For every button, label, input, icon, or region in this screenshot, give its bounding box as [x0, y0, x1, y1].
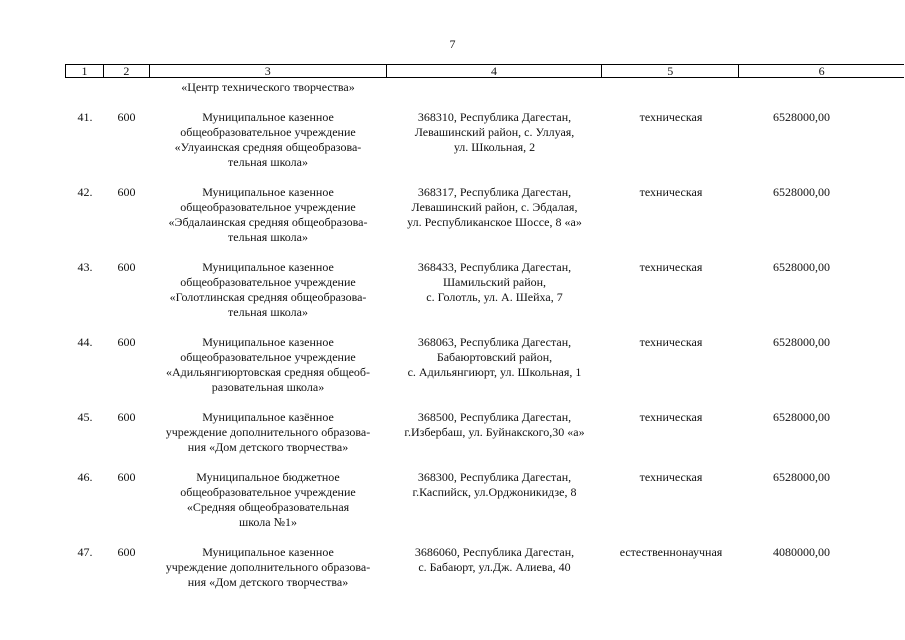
- direction: техническая: [639, 335, 703, 349]
- direction: техническая: [639, 260, 703, 274]
- institution-address-line: ул. Школьная, 2: [453, 140, 536, 154]
- institution-address: [387, 410, 602, 440]
- institution-name: [150, 410, 386, 455]
- row-number: 44.: [77, 335, 93, 349]
- institution-name-line: Муниципальное казенное: [202, 545, 334, 559]
- institution-name-line: Муниципальное казённое: [202, 410, 334, 424]
- direction: техническая: [639, 185, 703, 199]
- institution-name-line: Муниципальное бюджетное: [196, 470, 340, 484]
- page-number: 7: [449, 37, 456, 51]
- institution-name-line: тельная школа»: [228, 155, 308, 169]
- row-code: 600: [117, 110, 136, 124]
- institution-address-line: с. Адильянгиюрт, ул. Школьная, 1: [407, 365, 582, 379]
- row-code: 600: [117, 335, 136, 349]
- institution-address: [387, 260, 602, 305]
- row-code: 600: [117, 260, 136, 274]
- institution-name-line: общеобразовательное учреждение: [180, 200, 356, 214]
- institution-name-line: Муниципальное казенное: [202, 260, 334, 274]
- institution-address-line: 368300, Республика Дагестан,: [417, 470, 572, 484]
- institution-name-line: школа №1»: [238, 515, 298, 529]
- institution-name-line: учреждение дополнительного образова-: [165, 425, 371, 439]
- institution-name-line: «Голотлинская средняя общеобразова-: [169, 290, 367, 304]
- institution-name-line: «Эбдалаинская средняя общеобразова-: [168, 215, 368, 229]
- institution-name: [150, 110, 386, 170]
- institution-address-line: Шамильский район,: [442, 275, 547, 289]
- continuation-line: «Центр технического творчества»: [181, 80, 355, 94]
- direction: техническая: [639, 110, 703, 124]
- institution-address: [387, 545, 602, 575]
- institution-address-line: Левашинский район, с. Эбдалая,: [411, 200, 578, 214]
- amount: 6528000,00: [773, 470, 830, 484]
- institution-address-line: 368433, Республика Дагестан,: [417, 260, 572, 274]
- header-col-1: 1: [66, 65, 104, 77]
- institution-name-line: ния «Дом детского творчества»: [187, 440, 349, 454]
- institution-name-line: общеобразовательное учреждение: [180, 275, 356, 289]
- institution-name-line: тельная школа»: [228, 230, 308, 244]
- direction: техническая: [639, 470, 703, 484]
- institution-name-line: Муниципальное казенное: [202, 335, 334, 349]
- institution-address-line: с. Бабаюрт, ул.Дж. Алиева, 40: [418, 560, 571, 574]
- institution-name: [150, 335, 386, 395]
- institution-name: [150, 545, 386, 590]
- amount: 6528000,00: [773, 410, 830, 424]
- institution-name-line: общеобразовательное учреждение: [180, 485, 356, 499]
- institution-address-line: г.Каспийск, ул.Орджоникидзе, 8: [412, 485, 577, 499]
- institution-address-line: 368500, Республика Дагестан,: [417, 410, 572, 424]
- institution-name-line: Муниципальное казенное: [202, 110, 334, 124]
- amount: 6528000,00: [773, 335, 830, 349]
- institution-address-line: Бабаюртовский район,: [436, 350, 553, 364]
- header-col-3: 3: [150, 65, 387, 77]
- institution-address-line: 368317, Республика Дагестан,: [417, 185, 572, 199]
- institution-name-line: общеобразовательное учреждение: [180, 350, 356, 364]
- institution-name: [150, 470, 386, 530]
- institution-address-line: 368063, Республика Дагестан,: [417, 335, 572, 349]
- institution-name-line: «Улуаинская средняя общеобразова-: [174, 140, 362, 154]
- table-header: [65, 64, 904, 78]
- institution-address-line: 368310, Республика Дагестан,: [417, 110, 572, 124]
- row-number: 47.: [77, 545, 93, 559]
- header-col-2: 2: [104, 65, 150, 77]
- institution-address: [387, 470, 602, 500]
- row-number: 45.: [77, 410, 93, 424]
- amount: 6528000,00: [773, 260, 830, 274]
- row-code: 600: [117, 470, 136, 484]
- amount: 6528000,00: [773, 110, 830, 124]
- institution-address-line: г.Избербаш, ул. Буйнакского,30 «а»: [404, 425, 585, 439]
- institution-name-line: учреждение дополнительного образова-: [165, 560, 371, 574]
- institution-address-line: ул. Республиканское Шоссе, 8 «а»: [407, 215, 582, 229]
- amount: 6528000,00: [773, 185, 830, 199]
- row-number: 41.: [77, 110, 93, 124]
- institution-address: [387, 335, 602, 380]
- row-code: 600: [117, 410, 136, 424]
- institution-name: [150, 185, 386, 245]
- row-number: 46.: [77, 470, 93, 484]
- institution-name-line: разовательная школа»: [211, 380, 325, 394]
- row-code: 600: [117, 185, 136, 199]
- institution-address-line: 3686060, Республика Дагестан,: [414, 545, 575, 559]
- institution-address-line: Левашинский район, с. Уллуая,: [414, 125, 575, 139]
- header-col-4: 4: [387, 65, 603, 77]
- row-number: 43.: [77, 260, 93, 274]
- amount: 4080000,00: [773, 545, 830, 559]
- institution-address: [387, 185, 602, 230]
- institution-address: [387, 110, 602, 155]
- institution-name: [150, 260, 386, 320]
- institution-name-line: ния «Дом детского творчества»: [187, 575, 349, 589]
- institution-name-line: Муниципальное казенное: [202, 185, 334, 199]
- header-col-5: 5: [602, 65, 739, 77]
- direction: естественнонаучная: [619, 545, 723, 559]
- institution-name-line: общеобразовательное учреждение: [180, 125, 356, 139]
- row-number: 42.: [77, 185, 93, 199]
- institution-name-line: «Адильянгиюртовская средняя общеоб-: [165, 365, 371, 379]
- institution-name-line: тельная школа»: [228, 305, 308, 319]
- header-col-6: 6: [818, 64, 825, 78]
- institution-name-line: «Средняя общеобразовательная: [186, 500, 350, 514]
- row-code: 600: [117, 545, 136, 559]
- direction: техническая: [639, 410, 703, 424]
- institution-address-line: с. Голотль, ул. А. Шейха, 7: [426, 290, 563, 304]
